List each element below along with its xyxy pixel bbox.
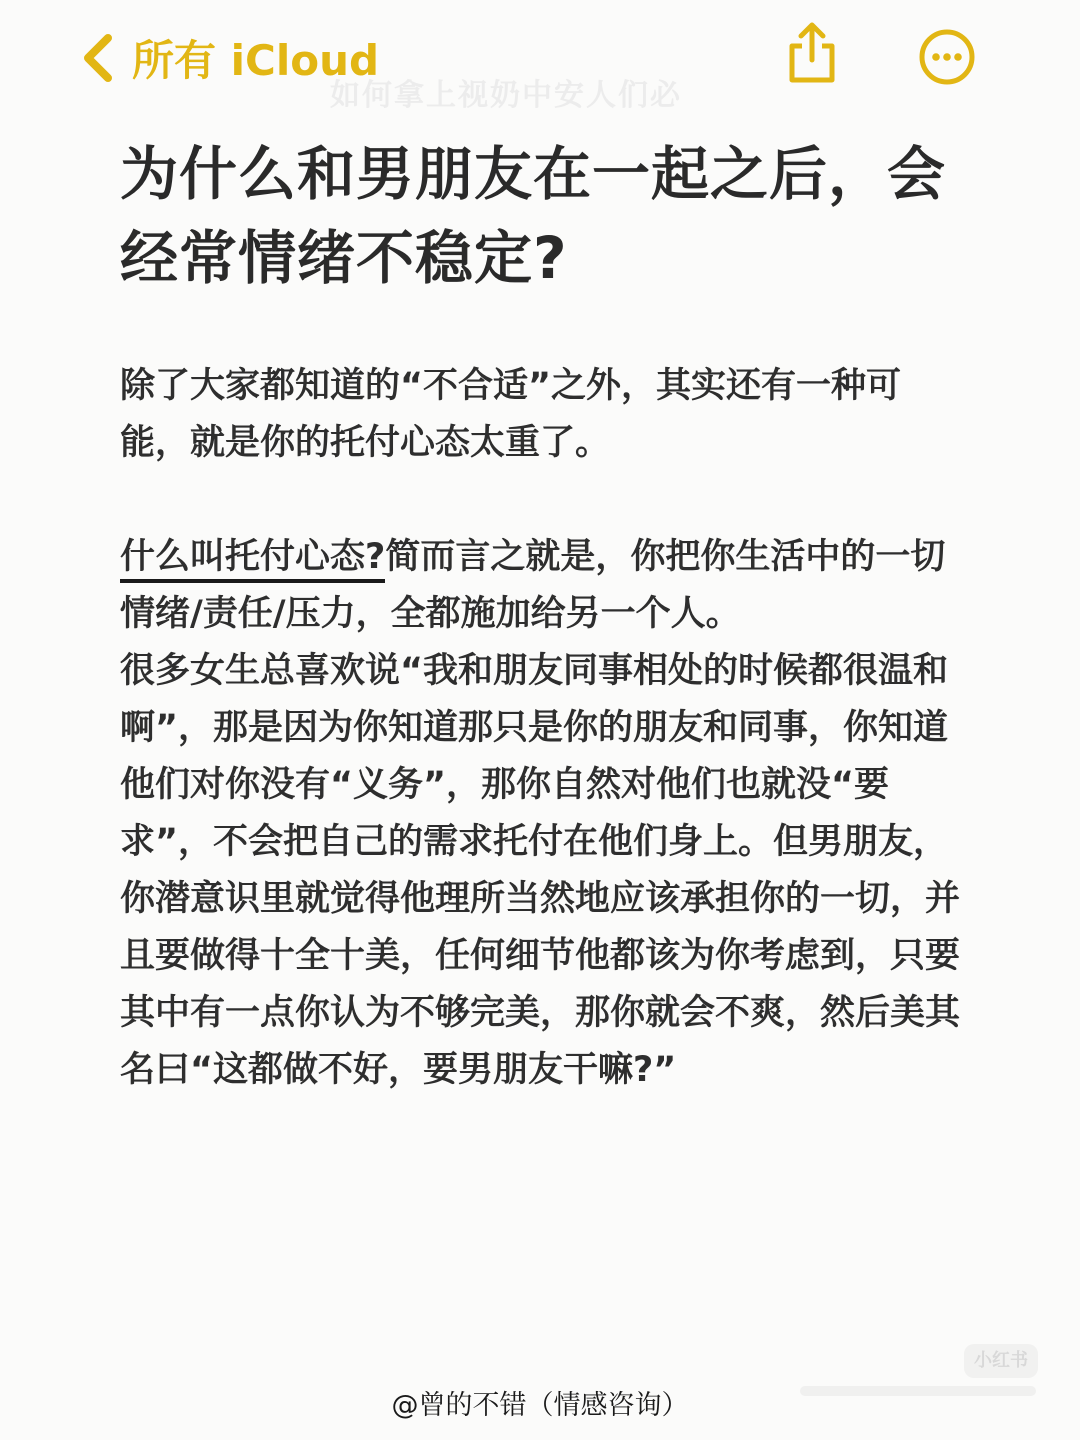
definition-text: 简而言之就是，你把你生活中的一切情绪/责任/压力，全都施加给另一个人。	[120, 537, 946, 634]
watermark-logo: 小红书	[964, 1344, 1038, 1378]
paragraph-intro: 除了大家都知道的“不合适”之外，其实还有一种可能，就是你的托付心态太重了。	[120, 366, 902, 463]
paragraph-definition	[120, 529, 970, 643]
bleed-through-text: 如何拿上视奶中安人们必	[330, 78, 682, 113]
navigation-bar	[0, 0, 1080, 115]
paragraph-explanation: 很多女生总喜欢说“我和朋友同事相处的时候都很温和啊”，那是因为你知道那只是你的朋友和同事，你知道他们对你没有“义务”，那你自然对他们也就没“要求”，不会把自己的需求托付在他们身上。但男朋友，你潜意识里就觉得他理所当然地应该承担你的一切，并且要做得十全十美，任何细节他都该为你考虑到，只要其中有一点你认为不够完美，那你就会不爽，然后美其名曰“这都做不好，要男朋友干嘛?”	[120, 651, 961, 1090]
chevron-left-icon	[78, 32, 116, 84]
back-label: 所有 iCloud	[132, 36, 380, 85]
note-title: 为什么和男朋友在一起之后，会经常情绪不稳定?	[120, 140, 947, 292]
more-icon[interactable]	[918, 28, 976, 86]
share-icon[interactable]	[782, 20, 842, 86]
underlined-phrase: 什么叫托付心态?	[120, 537, 385, 583]
paragraph-spacer	[120, 472, 970, 529]
author-credit: @曾的不错（情感咨询）	[391, 1390, 689, 1421]
note-body[interactable]	[120, 358, 970, 1099]
